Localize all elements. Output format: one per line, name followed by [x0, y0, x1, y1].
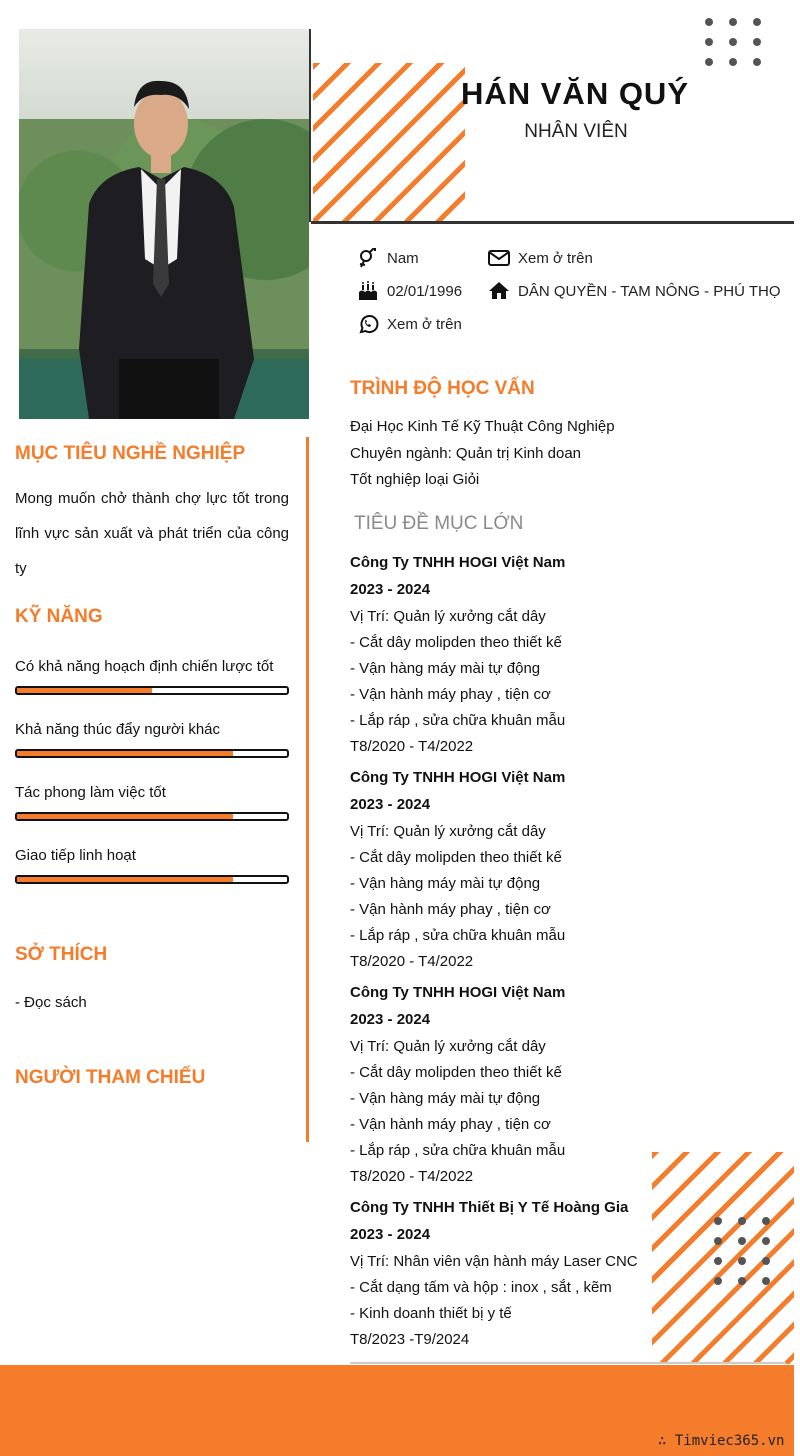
job-line: - Vận hàng máy mài tự động — [350, 1090, 541, 1107]
birthday-cake-icon — [357, 281, 379, 301]
content-divider — [350, 1362, 786, 1364]
job-company: Công Ty TNHH HOGI Việt Nam — [350, 769, 566, 786]
job-period: T8/2020 - T4/2022 — [350, 738, 474, 755]
experience-title: TIÊU ĐỀ MỤC LỚN — [354, 513, 524, 534]
contact-gender: Nam — [357, 248, 419, 268]
profile-photo — [19, 29, 309, 419]
job-line: - Cắt dây molipden theo thiết kế — [350, 634, 562, 651]
job-line: - Lắp ráp , sửa chữa khuân mẫu — [350, 1142, 566, 1159]
job-line: Vị Trí: Quản lý xưởng cắt dây — [350, 823, 546, 840]
job-line: - Vận hành máy phay , tiện cơ — [350, 901, 551, 918]
job-years: 2023 - 2024 — [350, 581, 431, 598]
references-title: NGƯỜI THAM CHIẾU — [15, 1067, 206, 1088]
job-company: Công Ty TNHH HOGI Việt Nam — [350, 984, 566, 1001]
sidebar-divider — [306, 437, 309, 1142]
job-line: - Lắp ráp , sửa chữa khuân mẫu — [350, 712, 566, 729]
candidate-role: NHÂN VIÊN — [524, 121, 628, 142]
job-line: - Vận hàng máy mài tự động — [350, 875, 541, 892]
job-company: Công Ty TNHH Thiết Bị Y Tế Hoàng Gia — [350, 1199, 629, 1216]
education-line: Đại Học Kinh Tế Kỹ Thuật Công Nghiệp — [350, 418, 615, 435]
candidate-name: HÁN VĂN QUÝ — [460, 76, 689, 111]
job-years: 2023 - 2024 — [350, 1226, 431, 1243]
job-line: - Cắt dạng tấm và hộp : inox , sắt , kẽm — [350, 1279, 612, 1296]
skill-label: Khả năng thúc đẩy người khác — [15, 721, 221, 738]
job-line: - Vận hành máy phay , tiện cơ — [350, 1116, 551, 1133]
job-line: - Cắt dây molipden theo thiết kế — [350, 849, 562, 866]
job-line: Vị Trí: Quản lý xưởng cắt dây — [350, 1038, 546, 1055]
header-divider-horizontal — [311, 221, 794, 224]
contact-dob: 02/01/1996 — [357, 281, 462, 301]
job-line: Vị Trí: Quản lý xưởng cắt dây — [350, 608, 546, 625]
contact-phone: Xem ở trên — [357, 314, 462, 334]
home-icon — [488, 281, 510, 301]
job-period: T8/2023 -T9/2024 — [350, 1331, 470, 1348]
contact-email: Xem ở trên — [488, 248, 593, 268]
header-divider-vertical — [309, 29, 311, 222]
gender-icon — [357, 248, 379, 268]
education-title: TRÌNH ĐỘ HỌC VẤN — [350, 378, 535, 399]
decorative-dots-top — [705, 18, 761, 66]
watermark: ∴ Timviec365.vn — [658, 1433, 785, 1449]
career-title: MỤC TIÊU NGHỀ NGHIỆP — [15, 443, 246, 464]
decorative-dots-bottom — [714, 1217, 770, 1285]
job-line: - Vận hàng máy mài tự động — [350, 660, 541, 677]
mail-icon — [488, 248, 510, 268]
job-years: 2023 - 2024 — [350, 796, 431, 813]
education-line: Tốt nghiệp loại Giỏi — [350, 471, 480, 488]
hobbies-title: SỞ THÍCH — [15, 944, 108, 965]
contact-address: DÂN QUYỀN - TAM NÔNG - PHÚ THỌ — [488, 281, 781, 301]
skill-label: Tác phong làm việc tốt — [15, 784, 166, 801]
skill-bar — [15, 749, 289, 758]
job-line: Vị Trí: Nhân viên vận hành máy Laser CNC — [350, 1253, 638, 1270]
job-company: Công Ty TNHH HOGI Việt Nam — [350, 554, 566, 571]
job-line: - Vận hành máy phay , tiện cơ — [350, 686, 551, 703]
job-period: T8/2020 - T4/2022 — [350, 953, 474, 970]
job-period: T8/2020 - T4/2022 — [350, 1168, 474, 1185]
career-text: Mong muốn chở thành chợ lực tốt trong lĩnh vực sản xuất và phát triển của công ty — [15, 490, 289, 577]
job-line: - Lắp ráp , sửa chữa khuân mẫu — [350, 927, 566, 944]
skill-bar — [15, 686, 289, 695]
job-years: 2023 - 2024 — [350, 1011, 431, 1028]
skill-label: Giao tiếp linh hoạt — [15, 847, 136, 864]
skill-label: Có khả năng hoạch định chiến lược tốt — [15, 658, 274, 675]
skill-bar — [15, 875, 289, 884]
skills-title: KỸ NĂNG — [15, 606, 103, 627]
job-line: - Kinh doanh thiết bị y tế — [350, 1305, 512, 1322]
skill-bar — [15, 812, 289, 821]
education-line: Chuyên ngành: Quản trị Kinh doan — [350, 445, 581, 462]
hobbies-text: - Đọc sách — [15, 994, 87, 1011]
job-line: - Cắt dây molipden theo thiết kế — [350, 1064, 562, 1081]
whatsapp-icon — [357, 314, 379, 334]
